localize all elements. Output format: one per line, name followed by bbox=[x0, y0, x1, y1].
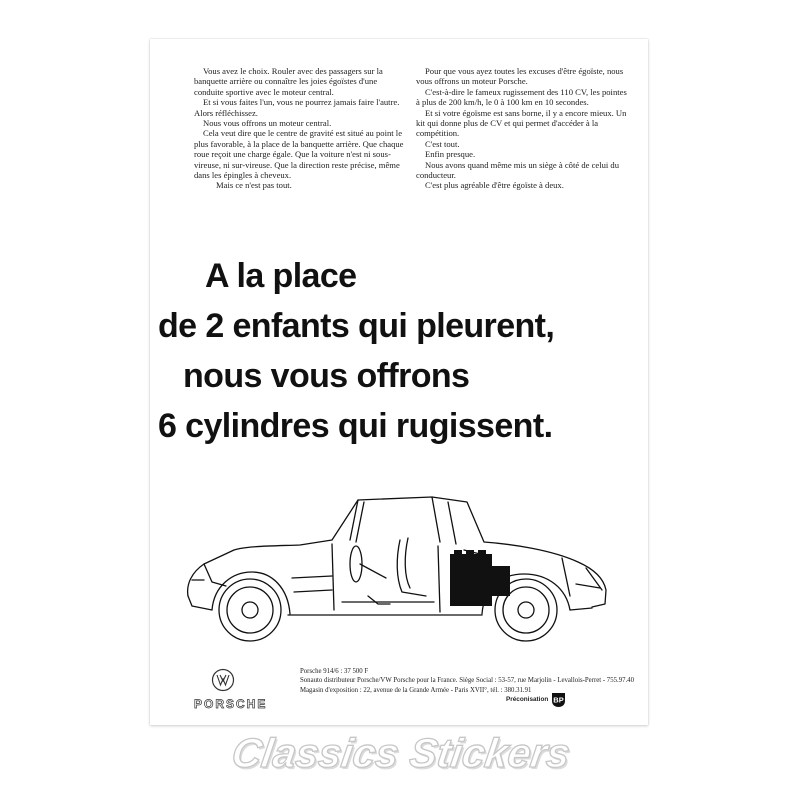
bp-logo-icon bbox=[550, 691, 567, 708]
fine-print bbox=[300, 667, 634, 695]
bp-label: BP bbox=[553, 695, 564, 705]
paragraph: Vous avez le choix. Rouler avec des passagers sur la banquette arrière ou connaître les joies égoïstes d'une conduite sportive avec le moteur central. bbox=[194, 66, 383, 97]
paragraph: Nous vous offrons un moteur central. bbox=[203, 118, 332, 129]
body-text-left-column bbox=[194, 66, 408, 191]
engine-block bbox=[450, 550, 510, 606]
model-price: Porsche 914/6 : 37 500 F bbox=[300, 668, 369, 675]
paragraph: Pour que vous ayez toutes les excuses d'être égoïste, nous vous offrons un moteur Porsche. bbox=[416, 66, 624, 87]
headline-line-2: de 2 enfants qui pleurent, bbox=[158, 307, 555, 345]
paragraph: C'est-à-dire le fameux rugissement des 110 CV, les pointes à plus de 200 km/h, le 0 à 100 km en 10 secondes. bbox=[416, 86, 627, 108]
paragraph: Et si votre égoïsme est sans borne, il y a encore mieux. Un kit qui donne plus de CV et qui permet d'accéder à la compétition. bbox=[416, 107, 627, 139]
porsche-logotype: PORSCHE bbox=[194, 697, 268, 711]
headline-line-4: 6 cylindres qui rugissent. bbox=[158, 407, 553, 445]
paragraph: Mais ce n'est pas tout. bbox=[216, 180, 292, 191]
body-text-right-column bbox=[416, 66, 630, 191]
distributor-line: Sonauto distributeur Porsche/VW Porsche pour la France. Siège Social : 53-57, rue Marjolin - Levallois-Perret - 755.97.40 bbox=[300, 677, 634, 685]
vw-logo-icon bbox=[211, 668, 235, 692]
car-cutaway-illustration bbox=[182, 492, 614, 644]
watermark: Classics Stickers bbox=[229, 730, 573, 776]
headline-line-3: nous vous offrons bbox=[183, 357, 470, 395]
showroom-line: Magasin d'exposition : 22, avenue de la Grande Armée - Paris XVII°, tél. : 380.31.91 bbox=[300, 686, 532, 694]
paragraph: Enfin presque. bbox=[425, 149, 476, 160]
paragraph: C'est plus agréable d'être égoïste à deux. bbox=[425, 180, 564, 191]
paragraph: Et si vous faites l'un, vous ne pourrez jamais faire l'autre. Alors réfléchissez. bbox=[194, 97, 400, 118]
paragraph: Cela veut dire que le centre de gravité est situé au point le plus favorable, à la place de la banquette arrière. Que chaque roue reçoit une charge égale. Que la voiture n'est ni sous-vireuse, ni sur-vireuse. Que la direction reste précise, même dans les épingles à cheveux. bbox=[194, 128, 404, 181]
paragraph: C'est tout. bbox=[425, 138, 460, 149]
recommendation-label: Préconisation bbox=[506, 696, 549, 703]
footer bbox=[186, 666, 634, 716]
paragraph: Nous avons quand même mis un siège à côté de celui du conducteur. bbox=[416, 159, 620, 181]
headline-line-1: A la place bbox=[205, 257, 357, 295]
advertisement-poster bbox=[150, 39, 648, 725]
